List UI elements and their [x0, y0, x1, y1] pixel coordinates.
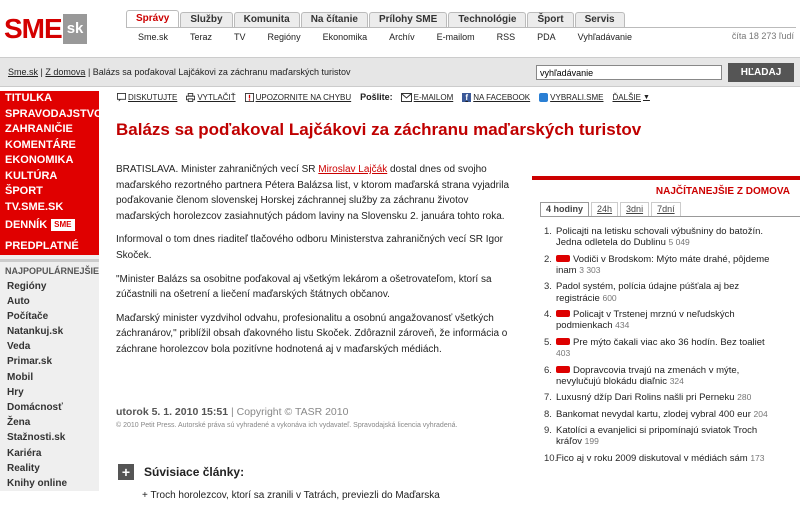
speech-bubble-icon	[117, 93, 126, 102]
item-number: 10.	[544, 452, 558, 464]
popular-item[interactable]: Reality	[7, 462, 40, 474]
popular-item[interactable]: Počítače	[7, 310, 49, 322]
breadcrumb	[8, 67, 350, 77]
popular-item[interactable]: Domácnosť	[7, 402, 63, 413]
breadcrumb-separator: |	[87, 67, 91, 77]
most-read-box	[532, 176, 800, 469]
popular-item[interactable]: Regióny	[7, 280, 47, 292]
paragraph: "Minister Balázs sa osobitne poďakoval aj všetkým lekárom a ošetrovateľom, ktorí sa zúčastnili na ošetrení a liečení maďarských štátnych občanov.	[116, 273, 492, 301]
main-sections	[0, 91, 103, 255]
breadcrumb-home[interactable]: Sme.sk	[8, 67, 39, 77]
subnav-vyhladavanie[interactable]: Vyhľadávanie	[577, 31, 633, 42]
tab-7dni[interactable]: 7dní	[651, 202, 681, 216]
dennik-badge: SME	[51, 219, 74, 231]
nav-kultura[interactable]: KULTÚRA	[5, 169, 58, 182]
article-copyright: | Copyright © TASR 2010	[228, 406, 349, 418]
printer-icon	[186, 93, 195, 102]
item-number: 5.	[544, 336, 552, 348]
tab-na-citanie[interactable]: Na čítanie	[301, 12, 368, 27]
item-number: 7.	[544, 392, 552, 404]
item-number: 2.	[544, 253, 552, 265]
item-number: 1.	[544, 226, 552, 237]
subnav-regiony[interactable]: Regióny	[267, 31, 301, 42]
search-input[interactable]	[536, 65, 722, 80]
item-count: 173	[750, 452, 765, 463]
nav-predplatne[interactable]: PREDPLATNÉ	[5, 240, 79, 252]
list-item[interactable]	[544, 226, 800, 248]
popular-section	[0, 255, 99, 492]
breadcrumb-current: Balázs sa poďakoval Lajčákovi za záchranu maďarských turistov	[92, 67, 351, 77]
print-link[interactable]: VYTLAČIŤ	[186, 93, 235, 102]
popular-item[interactable]: Stažnosti.sk	[7, 432, 66, 444]
list-item[interactable]	[544, 365, 800, 387]
sme-logo[interactable]	[4, 14, 87, 44]
item-count: 403	[556, 348, 571, 359]
warning-icon	[245, 93, 254, 102]
item-count: 5 049	[668, 237, 690, 248]
item-count: 600	[602, 292, 617, 303]
list-item[interactable]	[544, 425, 800, 447]
nav-dennik[interactable]	[0, 215, 99, 235]
breadcrumb-separator: |	[40, 67, 43, 77]
nav-sport[interactable]: ŠPORT	[5, 185, 43, 197]
video-icon	[556, 310, 570, 317]
left-navigation	[0, 91, 103, 491]
breadcrumb-section[interactable]: Z domova	[45, 67, 86, 77]
article-tools	[117, 92, 659, 102]
item-number: 6.	[544, 364, 552, 376]
plus-icon: +	[118, 464, 134, 480]
list-item[interactable]	[544, 392, 800, 403]
item-count: 324	[669, 375, 684, 386]
tab-technologie[interactable]: Technológie	[448, 12, 526, 27]
item-title: Policajt v Trstenej mrznú v neľudských podmienkach	[556, 309, 735, 332]
envelope-icon	[401, 93, 412, 102]
item-number: 3.	[544, 281, 552, 293]
subnav-emailom[interactable]: E-mailom	[436, 31, 475, 42]
readers-count: číta 18 273 ľudí	[731, 31, 794, 41]
list-item[interactable]	[544, 337, 800, 359]
item-count: 204	[753, 408, 768, 419]
item-link[interactable]	[556, 309, 781, 331]
item-link[interactable]	[556, 453, 781, 464]
subnav-teraz[interactable]: Teraz	[190, 31, 213, 42]
paragraph: Informoval o tom dnes riaditeľ tlačového odboru Ministerstva zahraničných vecí SR Igor Skoček.	[116, 234, 503, 261]
share-label: Pošlite:	[360, 92, 393, 102]
popular-item[interactable]: Knihy online	[7, 477, 67, 489]
dennik-label: DENNÍK	[5, 219, 48, 231]
subnav-pda[interactable]: PDA	[537, 31, 556, 42]
list-item[interactable]	[544, 453, 800, 464]
article-body	[116, 162, 514, 366]
item-link[interactable]	[556, 392, 781, 403]
tab-3dni[interactable]: 3dni	[620, 202, 649, 216]
item-number: 9.	[544, 425, 552, 437]
item-title: Dopravcovia trvajú na zmenách v mýte, nevylučujú blokádu diaľnic	[556, 364, 740, 387]
nav-zahranicie[interactable]: ZAHRANIČIE	[5, 123, 73, 135]
nav-komentare[interactable]: KOMENTÁRE	[5, 138, 76, 151]
item-link[interactable]	[556, 226, 781, 248]
chevron-down-icon: ▼	[642, 93, 650, 101]
nav-tv[interactable]: TV.SME.SK	[5, 200, 64, 213]
item-title: Luxusný džíp Dari Rolins našli pri Perneku	[556, 392, 735, 404]
tab-prilohy[interactable]: Prílohy SME	[369, 12, 447, 27]
legal-notice: © 2010 Petit Press. Autorské práva sú vyhradené a vykonáva ich vydavateľ. Spravodajská licencia vyhradená.	[116, 422, 458, 429]
item-link[interactable]	[556, 409, 781, 420]
popular-item[interactable]: Veda	[7, 341, 31, 353]
video-icon	[556, 338, 570, 345]
video-icon	[556, 366, 570, 373]
popular-item[interactable]: Žena	[7, 417, 31, 429]
most-read-list	[544, 226, 800, 464]
popular-item[interactable]: Kariéra	[7, 447, 42, 459]
item-link[interactable]	[556, 254, 781, 276]
share-facebook-link[interactable]: f NA FACEBOOK	[462, 93, 530, 102]
related-article-link[interactable]: + Troch horolezcov, ktorí sa zranili v Tatrách, previezli do Maďarska	[142, 490, 440, 501]
tab-4-hodiny[interactable]: 4 hodiny	[540, 202, 589, 216]
popular-item[interactable]: Auto	[7, 295, 30, 307]
tab-servis[interactable]: Servis	[575, 12, 625, 27]
breadcrumb-bar	[0, 57, 800, 87]
subnav-rss[interactable]: RSS	[496, 31, 516, 42]
list-item[interactable]	[544, 281, 800, 303]
subnav-sme[interactable]: Sme.sk	[138, 31, 169, 42]
paragraph: BRATISLAVA. Minister zahraničných vecí SR Miroslav Lajčák dostal dnes od svojho maďarského rezortného partnera Pétera Balázsa list, v ktorom maďarská strana vyjadrila poďakovanie členom slovenskej Horskej záchrannej služby za záchranu životov maďarských horolezcov zasiahnutých pádom laviny na Slovensku 2. januára tohto roka.	[116, 164, 510, 222]
share-vybrali-link[interactable]: VYBRALI.SME	[539, 93, 603, 102]
tab-spravy[interactable]: Správy	[126, 10, 179, 27]
list-item[interactable]	[544, 409, 800, 420]
item-count: 434	[615, 320, 630, 331]
item-link[interactable]	[556, 337, 781, 359]
popular-header: NAJPOPULÁRNEJŠIE	[0, 259, 99, 279]
subnav-tv[interactable]: TV	[234, 31, 246, 42]
item-count: 280	[737, 392, 752, 403]
popular-item[interactable]: Hry	[7, 386, 24, 398]
related-header[interactable]: + Súvisiace články:	[118, 464, 244, 480]
logo-text: SME	[4, 13, 62, 44]
most-read-title: NAJČÍTANEJŠIE Z DOMOVA	[655, 186, 790, 197]
discuss-link[interactable]: DISKUTUJTE	[117, 93, 177, 102]
item-title: Vodiči v Brodskom: Mýto máte drahé, pôjdeme inam	[556, 253, 770, 276]
item-title: Pre mýto čakali viac ako 36 hodín. Bez toaliet	[573, 336, 765, 348]
item-link[interactable]	[556, 425, 781, 447]
sub-navigation	[126, 27, 796, 45]
article-date: utorok 5. 1. 2010 15:51	[116, 406, 229, 418]
nav-spravodajstvo[interactable]: SPRAVODAJSTVO	[5, 107, 103, 120]
facebook-icon: f	[462, 93, 471, 102]
subnav-ekonomika[interactable]: Ekonomika	[322, 31, 368, 42]
subnav-archiv[interactable]: Archív	[389, 31, 415, 42]
popular-item[interactable]: Primar.sk	[7, 356, 53, 368]
item-number: 8.	[544, 408, 552, 420]
nav-ekonomika[interactable]: EKONOMIKA	[5, 154, 74, 166]
main-tabs	[126, 12, 626, 27]
more-share-link[interactable]: ĎALŠIE ▼	[612, 92, 650, 102]
item-count: 199	[584, 436, 599, 447]
tab-komunita[interactable]: Komunita	[234, 12, 300, 27]
article-meta	[116, 406, 348, 418]
list-item[interactable]	[544, 309, 800, 331]
share-email-link[interactable]: E-MAILOM	[401, 93, 454, 102]
item-count: 3 303	[579, 264, 601, 275]
popular-item[interactable]: Natankuj.sk	[7, 326, 64, 338]
popular-item[interactable]: Mobil	[7, 371, 34, 383]
video-icon	[556, 255, 570, 262]
tab-sluzby[interactable]: Služby	[180, 12, 232, 27]
vybrali-icon	[539, 93, 548, 102]
item-link[interactable]	[556, 281, 781, 303]
item-title: Padol systém, polícia údajne púšťala aj bez registrácie	[556, 281, 740, 304]
list-item[interactable]	[544, 254, 800, 276]
logo-suffix: sk	[63, 14, 88, 44]
report-error-link[interactable]: UPOZORNITE NA CHYBU	[245, 93, 352, 102]
item-link[interactable]	[556, 365, 781, 387]
tab-sport[interactable]: Šport	[527, 12, 573, 27]
item-title: Fico aj v roku 2009 diskutoval v médiách sám	[556, 452, 748, 464]
item-title: Bankomat nevydal kartu, zlodej vybral 400 eur	[556, 408, 751, 420]
article-title: Balázs sa poďakoval Lajčákovi za záchranu maďarských turistov	[116, 120, 642, 139]
paragraph: Maďarský minister vyzdvihol odvahu, profesionalitu a osobnú angažovanosť všetkých záchranárov," priblížil obsah ďakovného listu Skoček. Zdôraznil zároveň, že informácia o záchrane horolezcov bola pozitívne hodnotená aj v maďarských médiách.	[116, 312, 508, 355]
search-button[interactable]: HĽADAJ	[728, 63, 794, 82]
author-link[interactable]: Miroslav Lajčák	[318, 164, 388, 175]
site-header	[0, 0, 800, 52]
tab-24h[interactable]: 24h	[591, 202, 618, 216]
item-title: Katolíci a evanjelici si pripomínajú sviatok Troch kráľov	[556, 425, 758, 448]
most-read-tabs	[540, 202, 800, 217]
item-title: Policajti na letisku schovali výbušniny do batožín. Jedna odletela do Dublinu	[556, 226, 764, 249]
nav-titulka[interactable]: TITULKA	[5, 92, 53, 104]
item-number: 4.	[544, 309, 552, 321]
